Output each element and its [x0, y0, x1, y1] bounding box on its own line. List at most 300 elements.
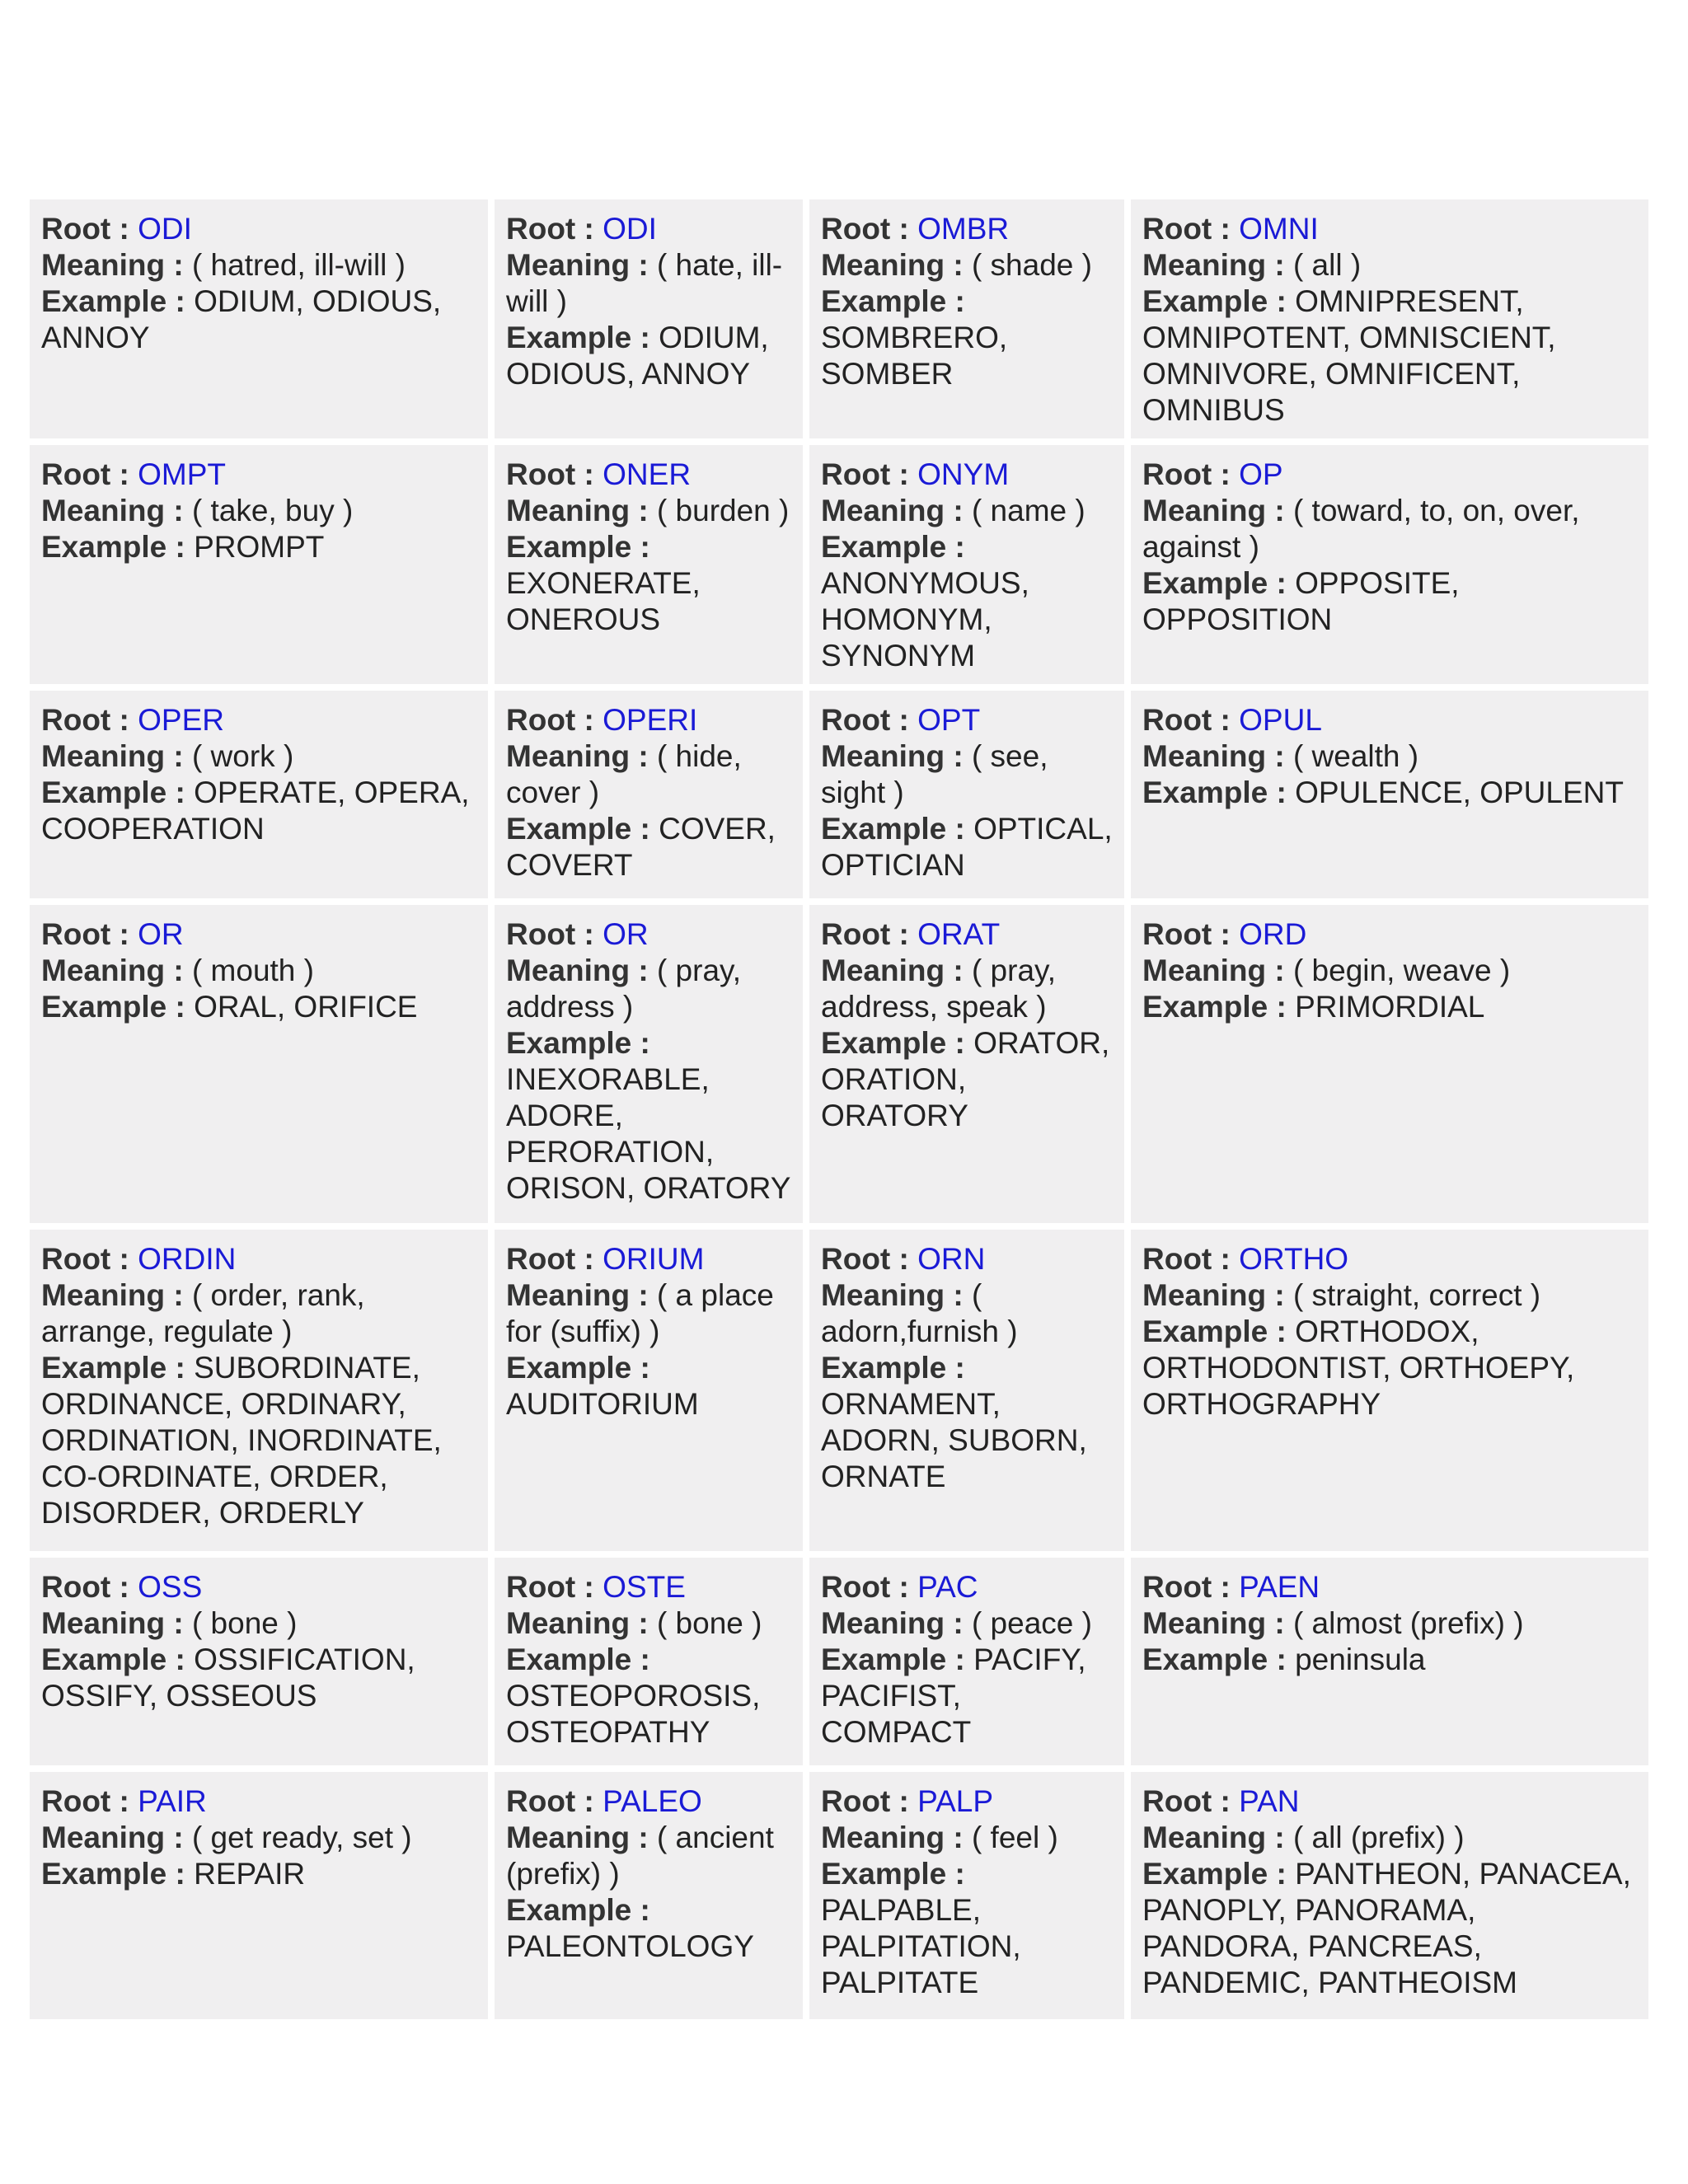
- example-line: [506, 1025, 793, 1207]
- meaning-sep: :: [1266, 739, 1293, 773]
- root-value: OMPT: [138, 457, 227, 491]
- meaning-value: ( almost (prefix) ): [1292, 1606, 1524, 1640]
- example-sep: :: [631, 812, 659, 846]
- root-label: Root: [1142, 1242, 1212, 1276]
- root-sep: :: [1212, 1242, 1240, 1276]
- example-label: Example: [41, 776, 167, 809]
- root-cell: [495, 199, 803, 438]
- root-cell: [809, 1230, 1124, 1551]
- example-line: [1142, 1642, 1639, 1678]
- example-value: ODIUM, ODIOUS, ANNOY: [41, 284, 442, 354]
- root-sep: :: [890, 917, 918, 951]
- meaning-sep: :: [1266, 1278, 1293, 1312]
- example-sep: :: [1268, 990, 1296, 1024]
- meaning-label: Meaning: [821, 494, 945, 527]
- example-label: Example: [1142, 566, 1268, 600]
- example-label: Example: [506, 1893, 632, 1927]
- example-sep: :: [946, 812, 974, 846]
- root-value: OP: [1239, 457, 1283, 491]
- example-label: Example: [506, 321, 632, 354]
- example-label: Example: [506, 1351, 632, 1385]
- meaning-label: Meaning: [1142, 1278, 1267, 1312]
- root-label: Root: [506, 917, 576, 951]
- meaning-label: Meaning: [41, 1821, 166, 1854]
- meaning-sep: :: [945, 1278, 972, 1312]
- meaning-label: Meaning: [821, 954, 945, 987]
- root-label: Root: [41, 1570, 111, 1604]
- root-sep: :: [575, 212, 603, 246]
- meaning-sep: :: [945, 1821, 972, 1854]
- root-sep: :: [1212, 1570, 1240, 1604]
- root-value: PALEO: [603, 1784, 702, 1818]
- root-line: [821, 1569, 1114, 1605]
- meaning-sep: :: [945, 954, 972, 987]
- example-label: Example: [821, 1351, 947, 1385]
- meaning-sep: :: [630, 1278, 657, 1312]
- root-cell: [1131, 445, 1648, 684]
- root-label: Root: [506, 212, 576, 246]
- root-label: Root: [1142, 703, 1212, 737]
- example-sep: :: [1268, 1643, 1296, 1676]
- root-label: Root: [1142, 1570, 1212, 1604]
- meaning-label: Meaning: [1142, 1821, 1267, 1854]
- root-cell: [495, 1230, 803, 1551]
- example-label: Example: [506, 812, 632, 846]
- example-label: Example: [41, 1857, 167, 1891]
- root-cell: [809, 445, 1124, 684]
- root-cell: [495, 1558, 803, 1765]
- example-label: Example: [821, 1643, 947, 1676]
- example-sep: :: [631, 530, 650, 564]
- example-label: Example: [1142, 1857, 1268, 1891]
- meaning-line: [506, 1820, 793, 1892]
- example-line: [506, 1892, 793, 1965]
- meaning-line: [506, 247, 793, 320]
- example-value: OMNIPRESENT, OMNIPOTENT, OMNISCIENT, OMNIVORE, OMNIFICENT, OMNIBUS: [1142, 284, 1556, 427]
- meaning-value: ( adorn,furnish ): [821, 1278, 1018, 1348]
- root-sep: :: [1212, 703, 1240, 737]
- meaning-label: Meaning: [1142, 954, 1267, 987]
- root-label: Root: [821, 212, 891, 246]
- meaning-label: Meaning: [506, 494, 631, 527]
- example-sep: :: [946, 1351, 965, 1385]
- root-label: Root: [506, 1784, 576, 1818]
- meaning-value: ( all ): [1292, 248, 1362, 282]
- example-line: [41, 989, 478, 1025]
- example-line: [1142, 775, 1639, 811]
- example-line: [1142, 989, 1639, 1025]
- root-label: Root: [1142, 1784, 1212, 1818]
- root-label: Root: [41, 1784, 111, 1818]
- example-sep: :: [946, 1857, 965, 1891]
- meaning-line: [506, 953, 793, 1025]
- root-cell: [809, 1558, 1124, 1765]
- root-cell: [809, 691, 1124, 898]
- meaning-sep: :: [630, 494, 657, 527]
- meaning-line: [1142, 953, 1639, 989]
- root-cell: [495, 905, 803, 1223]
- meaning-value: ( hatred, ill-will ): [191, 248, 406, 282]
- example-line: [821, 811, 1114, 883]
- meaning-value: ( pray, address ): [506, 954, 742, 1024]
- root-line: [41, 1783, 478, 1820]
- meaning-line: [41, 1820, 478, 1856]
- example-label: Example: [1142, 776, 1268, 809]
- example-sep: :: [166, 776, 195, 809]
- root-value: OPUL: [1239, 703, 1322, 737]
- meaning-line: [1142, 738, 1639, 775]
- root-cell: [809, 1772, 1124, 2019]
- meaning-sep: :: [165, 1606, 192, 1640]
- root-line: [506, 1783, 793, 1820]
- root-cell: [809, 905, 1124, 1223]
- example-value: ORTHODOX, ORTHODONTIST, ORTHOEPY, ORTHOGRAPHY: [1142, 1315, 1575, 1421]
- example-value: SOMBRERO, SOMBER: [821, 321, 1008, 391]
- meaning-line: [821, 1820, 1114, 1856]
- root-value: ORAT: [917, 917, 1001, 951]
- meaning-line: [41, 1277, 478, 1350]
- root-line: [821, 457, 1114, 493]
- root-label: Root: [1142, 457, 1212, 491]
- meaning-label: Meaning: [1142, 494, 1267, 527]
- meaning-sep: :: [630, 248, 657, 282]
- meaning-line: [1142, 1277, 1639, 1314]
- example-line: [506, 1350, 793, 1422]
- example-label: Example: [506, 1643, 632, 1676]
- root-value: ORTHO: [1239, 1242, 1349, 1276]
- meaning-label: Meaning: [1142, 248, 1267, 282]
- root-line: [41, 1241, 478, 1277]
- root-line: [1142, 457, 1639, 493]
- example-line: [506, 1642, 793, 1750]
- root-line: [821, 211, 1114, 247]
- example-value: PALEONTOLOGY: [506, 1929, 754, 1963]
- example-value: ORNAMENT, ADORN, SUBORN, ORNATE: [821, 1387, 1087, 1493]
- root-sep: :: [890, 1784, 918, 1818]
- meaning-label: Meaning: [821, 1821, 945, 1854]
- root-sep: :: [110, 1784, 138, 1818]
- meaning-line: [506, 1277, 793, 1350]
- example-line: [821, 1856, 1114, 2001]
- root-value: PAN: [1239, 1784, 1300, 1818]
- meaning-value: ( hide, cover ): [506, 739, 742, 809]
- example-label: Example: [41, 1643, 167, 1676]
- example-sep: :: [1268, 284, 1296, 318]
- root-sep: :: [890, 1242, 918, 1276]
- example-label: Example: [41, 284, 167, 318]
- root-cell: [30, 445, 488, 684]
- root-sep: :: [110, 917, 138, 951]
- root-line: [506, 1241, 793, 1277]
- root-value: ORN: [917, 1242, 986, 1276]
- example-line: [41, 775, 478, 847]
- meaning-value: ( work ): [191, 739, 294, 773]
- root-sep: :: [1212, 1784, 1240, 1818]
- root-value: OPER: [138, 703, 224, 737]
- root-line: [821, 702, 1114, 738]
- example-value: INEXORABLE, ADORE, PERORATION, ORISON, ORATORY: [506, 1062, 791, 1205]
- root-value: ODI: [138, 212, 192, 246]
- root-value: OPERI: [603, 703, 698, 737]
- meaning-line: [1142, 493, 1639, 565]
- example-sep: :: [631, 1026, 650, 1060]
- root-cell: [30, 1558, 488, 1765]
- meaning-line: [821, 1605, 1114, 1642]
- example-line: [1142, 1314, 1639, 1422]
- table-row: [30, 691, 1648, 898]
- meaning-line: [506, 493, 793, 529]
- root-value: ONYM: [917, 457, 1010, 491]
- root-line: [821, 916, 1114, 953]
- meaning-sep: :: [165, 494, 192, 527]
- root-label: Root: [821, 703, 891, 737]
- example-value: ORAL, ORIFICE: [194, 990, 418, 1024]
- meaning-line: [1142, 247, 1639, 284]
- root-value: ODI: [603, 212, 657, 246]
- root-sep: :: [1212, 917, 1240, 951]
- example-line: [506, 320, 793, 392]
- example-value: OPTICAL, OPTICIAN: [821, 812, 1113, 882]
- root-line: [1142, 1569, 1639, 1605]
- meaning-sep: :: [1266, 954, 1293, 987]
- table-row: [30, 1558, 1648, 1765]
- example-line: [506, 529, 793, 638]
- example-sep: :: [946, 1643, 974, 1676]
- meaning-sep: :: [630, 739, 657, 773]
- root-cell: [495, 445, 803, 684]
- meaning-sep: :: [945, 739, 972, 773]
- root-line: [41, 916, 478, 953]
- meaning-label: Meaning: [506, 1821, 631, 1854]
- meaning-value: ( a place for (suffix) ): [506, 1278, 774, 1348]
- meaning-value: ( straight, correct ): [1292, 1278, 1541, 1312]
- root-line: [1142, 1783, 1639, 1820]
- example-value: OPERATE, OPERA, COOPERATION: [41, 776, 470, 846]
- meaning-line: [41, 953, 478, 989]
- example-value: COVER, COVERT: [506, 812, 776, 882]
- meaning-line: [506, 1605, 793, 1642]
- root-label: Root: [41, 457, 111, 491]
- meaning-label: Meaning: [41, 494, 166, 527]
- meaning-sep: :: [165, 739, 192, 773]
- root-label: Root: [821, 1570, 891, 1604]
- example-label: Example: [41, 990, 167, 1024]
- example-label: Example: [821, 1857, 947, 1891]
- example-line: [1142, 565, 1639, 638]
- meaning-value: ( bone ): [191, 1606, 298, 1640]
- meaning-sep: :: [945, 494, 972, 527]
- table-row: [30, 905, 1648, 1223]
- root-label: Root: [821, 457, 891, 491]
- meaning-sep: :: [630, 1821, 657, 1854]
- example-sep: :: [166, 1857, 195, 1891]
- meaning-label: Meaning: [506, 1606, 631, 1640]
- root-cell: [809, 199, 1124, 438]
- root-sep: :: [1212, 212, 1240, 246]
- meaning-value: ( order, rank, arrange, regulate ): [41, 1278, 365, 1348]
- example-value: ODIUM, ODIOUS, ANNOY: [506, 321, 769, 391]
- root-value: PAIR: [138, 1784, 207, 1818]
- table-row: [30, 1772, 1648, 2019]
- root-sep: :: [110, 212, 138, 246]
- example-line: [821, 1642, 1114, 1750]
- root-value: OR: [603, 917, 649, 951]
- example-label: Example: [821, 284, 947, 318]
- root-sep: :: [575, 1242, 603, 1276]
- example-label: Example: [41, 1351, 167, 1385]
- example-value: peninsula: [1295, 1643, 1426, 1676]
- root-cell: [1131, 1558, 1648, 1765]
- meaning-line: [41, 247, 478, 284]
- roots-document: [30, 199, 1662, 2019]
- root-label: Root: [821, 1784, 891, 1818]
- root-cell: [1131, 691, 1648, 898]
- root-sep: :: [1212, 457, 1240, 491]
- root-line: [506, 457, 793, 493]
- meaning-value: ( name ): [971, 494, 1085, 527]
- example-line: [821, 1025, 1114, 1134]
- example-label: Example: [41, 530, 167, 564]
- example-label: Example: [1142, 1315, 1268, 1348]
- meaning-line: [506, 738, 793, 811]
- root-cell: [1131, 905, 1648, 1223]
- root-line: [1142, 211, 1639, 247]
- example-line: [821, 1350, 1114, 1495]
- meaning-label: Meaning: [41, 1606, 166, 1640]
- example-label: Example: [1142, 1643, 1268, 1676]
- meaning-label: Meaning: [821, 1606, 945, 1640]
- root-value: ORIUM: [603, 1242, 705, 1276]
- example-sep: :: [1268, 566, 1296, 600]
- root-cell: [1131, 1772, 1648, 2019]
- example-label: Example: [1142, 284, 1268, 318]
- root-cell: [30, 1772, 488, 2019]
- example-label: Example: [821, 812, 947, 846]
- meaning-label: Meaning: [506, 1278, 631, 1312]
- example-line: [41, 1642, 478, 1714]
- meaning-sep: :: [945, 1606, 972, 1640]
- root-sep: :: [110, 457, 138, 491]
- meaning-label: Meaning: [506, 248, 631, 282]
- meaning-value: ( begin, weave ): [1292, 954, 1511, 987]
- example-value: ORATOR, ORATION, ORATORY: [821, 1026, 1110, 1132]
- meaning-value: ( take, buy ): [191, 494, 354, 527]
- example-sep: :: [946, 1026, 974, 1060]
- root-sep: :: [110, 1570, 138, 1604]
- meaning-line: [41, 493, 478, 529]
- example-value: EXONERATE, ONEROUS: [506, 566, 701, 636]
- example-line: [41, 529, 478, 565]
- meaning-value: ( shade ): [971, 248, 1092, 282]
- example-value: OSSIFICATION, OSSIFY, OSSEOUS: [41, 1643, 415, 1713]
- root-line: [41, 457, 478, 493]
- root-label: Root: [41, 212, 111, 246]
- example-value: ANONYMOUS, HOMONYM, SYNONYM: [821, 566, 1029, 673]
- root-sep: :: [890, 1570, 918, 1604]
- root-line: [1142, 702, 1639, 738]
- meaning-value: ( feel ): [971, 1821, 1058, 1854]
- example-line: [821, 284, 1114, 392]
- meaning-line: [821, 738, 1114, 811]
- meaning-sep: :: [165, 1821, 192, 1854]
- root-cell: [1131, 1230, 1648, 1551]
- example-sep: :: [166, 530, 195, 564]
- meaning-line: [821, 493, 1114, 529]
- example-sep: :: [1268, 1315, 1296, 1348]
- example-label: Example: [506, 530, 632, 564]
- example-value: OPPOSITE, OPPOSITION: [1142, 566, 1460, 636]
- root-label: Root: [506, 1242, 576, 1276]
- meaning-label: Meaning: [41, 248, 166, 282]
- root-value: OMNI: [1239, 212, 1319, 246]
- example-sep: :: [631, 321, 659, 354]
- root-sep: :: [890, 212, 918, 246]
- root-line: [41, 702, 478, 738]
- root-line: [821, 1241, 1114, 1277]
- meaning-sep: :: [630, 1606, 657, 1640]
- example-sep: :: [166, 1351, 195, 1385]
- meaning-label: Meaning: [41, 1278, 166, 1312]
- meaning-value: ( bone ): [656, 1606, 762, 1640]
- root-label: Root: [1142, 917, 1212, 951]
- meaning-line: [821, 247, 1114, 284]
- root-cell: [495, 691, 803, 898]
- example-value: PACIFY, PACIFIST, COMPACT: [821, 1643, 1086, 1749]
- meaning-value: ( pray, address, speak ): [821, 954, 1057, 1024]
- meaning-value: ( wealth ): [1292, 739, 1419, 773]
- root-line: [506, 702, 793, 738]
- example-line: [506, 811, 793, 883]
- meaning-sep: :: [630, 954, 657, 987]
- example-line: [41, 284, 478, 356]
- root-sep: :: [110, 703, 138, 737]
- meaning-label: Meaning: [506, 739, 631, 773]
- root-value: OR: [138, 917, 184, 951]
- root-line: [506, 1569, 793, 1605]
- root-cell: [495, 1772, 803, 2019]
- root-line: [506, 916, 793, 953]
- root-sep: :: [575, 1784, 603, 1818]
- meaning-line: [1142, 1605, 1639, 1642]
- root-sep: :: [575, 457, 603, 491]
- example-sep: :: [166, 284, 195, 318]
- example-sep: :: [631, 1893, 650, 1927]
- meaning-value: ( ancient (prefix) ): [506, 1821, 774, 1891]
- example-line: [821, 529, 1114, 674]
- example-value: OSTEOPOROSIS, OSTEOPATHY: [506, 1679, 761, 1749]
- meaning-sep: :: [1266, 248, 1293, 282]
- root-line: [821, 1783, 1114, 1820]
- example-line: [41, 1350, 478, 1531]
- example-sep: :: [1268, 776, 1296, 809]
- root-label: Root: [821, 1242, 891, 1276]
- root-sep: :: [575, 703, 603, 737]
- root-value: PALP: [917, 1784, 994, 1818]
- example-value: PANTHEON, PANACEA, PANOPLY, PANORAMA, PANDORA, PANCREAS, PANDEMIC, PANTHEOISM: [1142, 1857, 1631, 1999]
- root-cell: [30, 1230, 488, 1551]
- meaning-sep: :: [945, 248, 972, 282]
- root-value: ORDIN: [138, 1242, 237, 1276]
- meaning-label: Meaning: [1142, 1606, 1267, 1640]
- meaning-value: ( burden ): [656, 494, 790, 527]
- meaning-label: Meaning: [1142, 739, 1267, 773]
- root-line: [41, 1569, 478, 1605]
- example-sep: :: [631, 1351, 650, 1385]
- root-value: OSS: [138, 1570, 203, 1604]
- example-label: Example: [1142, 990, 1268, 1024]
- meaning-value: ( see, sight ): [821, 739, 1048, 809]
- meaning-value: ( toward, to, on, over, against ): [1142, 494, 1580, 564]
